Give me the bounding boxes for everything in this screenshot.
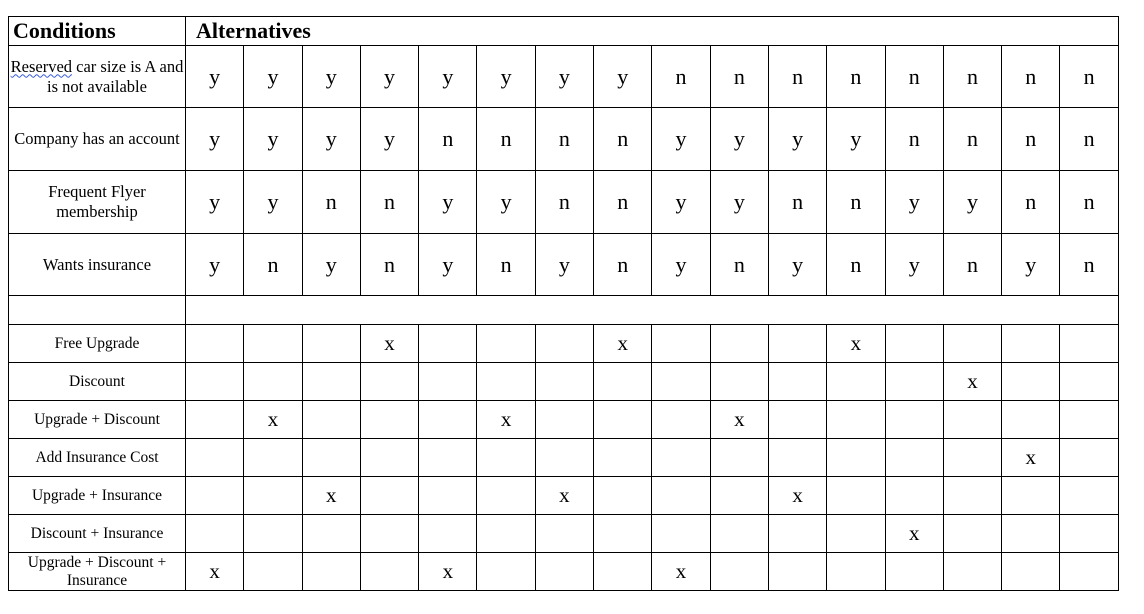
condition-value: y xyxy=(302,46,360,108)
action-mark xyxy=(419,515,477,553)
condition-value: n xyxy=(768,171,826,234)
condition-value: n xyxy=(943,46,1001,108)
condition-value: y xyxy=(535,234,593,296)
condition-value: n xyxy=(594,234,652,296)
action-mark xyxy=(1002,401,1060,439)
condition-value: n xyxy=(244,234,302,296)
condition-row xyxy=(9,234,1119,296)
condition-value: n xyxy=(710,234,768,296)
action-label: Upgrade + Insurance xyxy=(9,477,186,515)
action-mark xyxy=(477,363,535,401)
condition-value: n xyxy=(594,171,652,234)
action-label: Discount + Insurance xyxy=(9,515,186,553)
condition-value: y xyxy=(827,108,885,171)
condition-value: n xyxy=(594,108,652,171)
condition-value: y xyxy=(594,46,652,108)
condition-value: y xyxy=(652,171,710,234)
action-row xyxy=(9,439,1119,477)
action-mark xyxy=(943,553,1001,591)
condition-value: n xyxy=(360,171,418,234)
action-mark xyxy=(244,363,302,401)
action-mark xyxy=(594,439,652,477)
condition-value: y xyxy=(302,234,360,296)
action-mark xyxy=(768,401,826,439)
action-row xyxy=(9,363,1119,401)
condition-value: n xyxy=(943,108,1001,171)
condition-value: y xyxy=(360,46,418,108)
action-label: Upgrade + Discount + Insurance xyxy=(9,553,186,591)
alternatives-header: Alternatives xyxy=(186,17,1119,46)
condition-value: y xyxy=(652,108,710,171)
condition-value: y xyxy=(186,46,244,108)
action-mark xyxy=(535,515,593,553)
action-mark xyxy=(360,363,418,401)
action-mark: x xyxy=(827,325,885,363)
action-mark xyxy=(244,325,302,363)
condition-value: y xyxy=(244,46,302,108)
condition-row xyxy=(9,46,1119,108)
condition-value: n xyxy=(1060,46,1118,108)
action-mark xyxy=(535,439,593,477)
condition-row xyxy=(9,108,1119,171)
action-mark xyxy=(827,515,885,553)
condition-value: y xyxy=(477,46,535,108)
condition-value: y xyxy=(768,108,826,171)
action-mark: x xyxy=(1002,439,1060,477)
decision-table-body xyxy=(9,17,1119,591)
condition-value: y xyxy=(768,234,826,296)
condition-value: n xyxy=(827,171,885,234)
action-mark xyxy=(186,363,244,401)
action-mark: x xyxy=(186,553,244,591)
condition-value: y xyxy=(419,171,477,234)
action-mark xyxy=(419,401,477,439)
spacer-row xyxy=(9,296,1119,325)
action-mark xyxy=(535,401,593,439)
action-mark xyxy=(360,439,418,477)
condition-value: n xyxy=(1002,108,1060,171)
action-mark xyxy=(244,515,302,553)
action-mark xyxy=(1060,401,1118,439)
condition-label: Company has an account xyxy=(9,108,186,171)
condition-value: n xyxy=(768,46,826,108)
action-mark: x xyxy=(710,401,768,439)
action-mark xyxy=(186,401,244,439)
action-mark xyxy=(827,401,885,439)
action-mark xyxy=(244,439,302,477)
action-mark xyxy=(594,477,652,515)
action-mark xyxy=(477,325,535,363)
condition-value: n xyxy=(885,46,943,108)
condition-label xyxy=(9,46,186,108)
condition-value: y xyxy=(302,108,360,171)
action-mark xyxy=(710,477,768,515)
action-mark xyxy=(768,515,826,553)
action-mark xyxy=(302,439,360,477)
action-mark xyxy=(1060,477,1118,515)
action-mark xyxy=(477,515,535,553)
action-mark xyxy=(1060,363,1118,401)
action-mark: x xyxy=(419,553,477,591)
condition-value: n xyxy=(1002,46,1060,108)
action-mark xyxy=(244,553,302,591)
action-mark xyxy=(302,363,360,401)
action-mark xyxy=(1002,515,1060,553)
action-mark xyxy=(943,477,1001,515)
condition-value: y xyxy=(710,171,768,234)
action-mark xyxy=(652,363,710,401)
condition-value: n xyxy=(1060,171,1118,234)
action-mark xyxy=(594,553,652,591)
action-mark xyxy=(943,515,1001,553)
condition-value: y xyxy=(710,108,768,171)
action-mark: x xyxy=(244,401,302,439)
action-mark xyxy=(885,439,943,477)
action-mark: x xyxy=(885,515,943,553)
action-mark xyxy=(360,477,418,515)
action-mark xyxy=(1060,325,1118,363)
action-mark: x xyxy=(302,477,360,515)
condition-value: n xyxy=(1060,234,1118,296)
action-mark xyxy=(652,325,710,363)
action-mark: x xyxy=(768,477,826,515)
action-mark xyxy=(827,477,885,515)
action-row xyxy=(9,477,1119,515)
condition-value: n xyxy=(535,171,593,234)
action-row xyxy=(9,401,1119,439)
action-mark xyxy=(652,477,710,515)
action-mark xyxy=(186,477,244,515)
action-label: Discount xyxy=(9,363,186,401)
action-mark xyxy=(360,515,418,553)
action-mark xyxy=(1060,553,1118,591)
action-mark xyxy=(710,553,768,591)
action-row xyxy=(9,515,1119,553)
condition-value: y xyxy=(186,171,244,234)
action-mark: x xyxy=(652,553,710,591)
action-mark xyxy=(652,401,710,439)
condition-value: y xyxy=(943,171,1001,234)
condition-value: y xyxy=(885,171,943,234)
condition-value: y xyxy=(419,234,477,296)
condition-value: n xyxy=(710,46,768,108)
action-mark xyxy=(710,515,768,553)
action-mark xyxy=(1060,439,1118,477)
condition-value: n xyxy=(827,234,885,296)
action-mark xyxy=(302,401,360,439)
action-row xyxy=(9,553,1119,591)
spacer-cell xyxy=(9,296,186,325)
condition-value: n xyxy=(477,234,535,296)
action-mark: x xyxy=(360,325,418,363)
action-mark xyxy=(302,325,360,363)
condition-value: y xyxy=(186,234,244,296)
action-mark xyxy=(943,325,1001,363)
action-mark xyxy=(768,363,826,401)
action-mark xyxy=(943,439,1001,477)
action-label: Add Insurance Cost xyxy=(9,439,186,477)
condition-value: n xyxy=(827,46,885,108)
conditions-header: Conditions xyxy=(9,17,186,46)
action-mark xyxy=(477,477,535,515)
action-mark xyxy=(477,553,535,591)
action-label: Free Upgrade xyxy=(9,325,186,363)
condition-value: n xyxy=(477,108,535,171)
condition-value: n xyxy=(535,108,593,171)
condition-value: n xyxy=(302,171,360,234)
action-mark xyxy=(302,515,360,553)
action-mark xyxy=(827,439,885,477)
action-mark: x xyxy=(943,363,1001,401)
action-mark xyxy=(768,553,826,591)
action-mark xyxy=(360,401,418,439)
condition-value: y xyxy=(477,171,535,234)
action-mark xyxy=(594,363,652,401)
action-mark xyxy=(186,325,244,363)
condition-label: Frequent Flyer membership xyxy=(9,171,186,234)
action-mark xyxy=(360,553,418,591)
condition-label: Wants insurance xyxy=(9,234,186,296)
action-mark: x xyxy=(594,325,652,363)
action-mark xyxy=(244,477,302,515)
action-mark xyxy=(186,439,244,477)
action-mark xyxy=(535,553,593,591)
action-mark xyxy=(885,363,943,401)
condition-value: n xyxy=(419,108,477,171)
action-mark xyxy=(419,325,477,363)
condition-value: n xyxy=(1002,171,1060,234)
action-mark xyxy=(186,515,244,553)
action-mark xyxy=(768,325,826,363)
condition-label-underlined-word: Reserved xyxy=(10,56,73,76)
condition-value: y xyxy=(652,234,710,296)
action-mark xyxy=(535,363,593,401)
action-row xyxy=(9,325,1119,363)
action-mark xyxy=(768,439,826,477)
action-mark xyxy=(419,363,477,401)
action-mark xyxy=(1060,515,1118,553)
condition-value: y xyxy=(1002,234,1060,296)
action-mark xyxy=(652,515,710,553)
condition-value: y xyxy=(885,234,943,296)
action-mark xyxy=(1002,553,1060,591)
action-mark xyxy=(1002,363,1060,401)
condition-value: y xyxy=(244,171,302,234)
action-mark xyxy=(302,553,360,591)
condition-value: y xyxy=(186,108,244,171)
action-mark xyxy=(885,401,943,439)
action-mark xyxy=(827,363,885,401)
action-mark xyxy=(594,515,652,553)
action-mark xyxy=(885,477,943,515)
condition-row xyxy=(9,171,1119,234)
condition-value: n xyxy=(360,234,418,296)
action-mark xyxy=(419,477,477,515)
action-mark xyxy=(535,325,593,363)
action-mark: x xyxy=(535,477,593,515)
action-mark xyxy=(710,325,768,363)
decision-table xyxy=(8,16,1119,591)
action-mark xyxy=(827,553,885,591)
condition-value: y xyxy=(244,108,302,171)
action-mark xyxy=(1002,325,1060,363)
condition-value: y xyxy=(419,46,477,108)
condition-value: n xyxy=(1060,108,1118,171)
action-mark xyxy=(419,439,477,477)
condition-value: n xyxy=(652,46,710,108)
action-mark xyxy=(477,439,535,477)
action-mark xyxy=(710,439,768,477)
header-row xyxy=(9,17,1119,46)
action-mark xyxy=(885,325,943,363)
action-mark xyxy=(1002,477,1060,515)
action-mark xyxy=(710,363,768,401)
condition-value: y xyxy=(360,108,418,171)
action-mark xyxy=(652,439,710,477)
condition-value: y xyxy=(535,46,593,108)
condition-label-rest: car size is A and is not available xyxy=(47,56,184,96)
action-mark xyxy=(943,401,1001,439)
condition-value: n xyxy=(885,108,943,171)
action-mark xyxy=(594,401,652,439)
action-label: Upgrade + Discount xyxy=(9,401,186,439)
action-mark: x xyxy=(477,401,535,439)
condition-value: n xyxy=(943,234,1001,296)
spacer-cell xyxy=(186,296,1119,325)
action-mark xyxy=(885,553,943,591)
